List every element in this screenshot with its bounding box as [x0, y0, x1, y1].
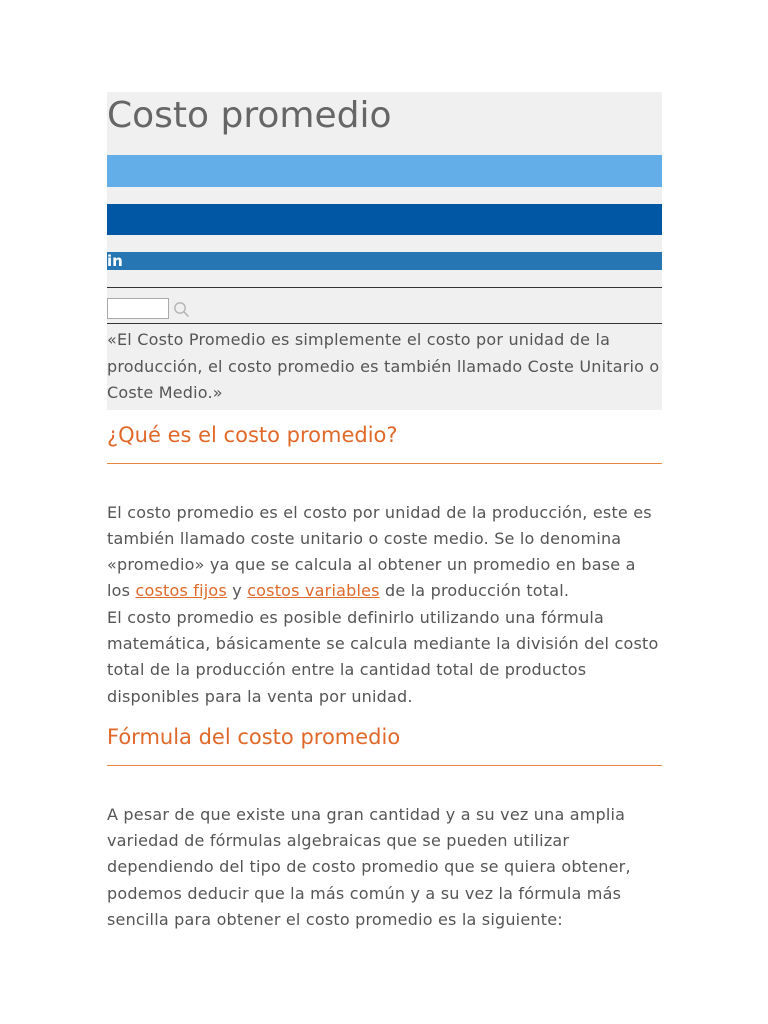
paragraph-text: y	[226, 581, 248, 601]
magnifier-icon[interactable]	[173, 301, 191, 319]
costos-variables-link[interactable]: costos variables	[247, 581, 380, 601]
twitter-share-button[interactable]	[107, 155, 662, 187]
paragraph: El costo promedio es posible definirlo utilizando una fórmula matemática, básicamente se calcula mediante la división del costo total de la producción entre la cantidad total de productos disponibles para la venta por unidad.	[107, 607, 659, 706]
linkedin-icon: in	[107, 252, 123, 270]
search-bar	[107, 287, 662, 324]
section-heading-formula: Fórmula del costo promedio	[107, 724, 401, 749]
paragraph-text: de la producción total.	[379, 581, 570, 601]
page-title: Costo promedio	[107, 95, 392, 136]
intro-quote: «El Costo Promedio es simplemente el costo por unidad de la producción, el costo promedio es también llamado Coste Unitario o Coste Medio.»	[107, 330, 660, 402]
paragraph-text: El costo promedio es el costo por unidad de la producción, este es también llamado coste unitario o coste medio. Se lo denomina «promedio» ya que se calcula al obtener un promedio en base a los	[107, 502, 652, 601]
costos-fijos-link[interactable]: costos fijos	[135, 581, 227, 601]
paragraph	[107, 500, 662, 605]
paragraph: A pesar de que existe una gran cantidad y a su vez una amplia variedad de fórmulas algebraicas que se pueden utilizar dependiendo del tipo de costo promedio que se quiera obtener, podemos deducir que la más común y a su vez la fórmula más sencilla para obtener el costo promedio es la siguiente:	[107, 804, 631, 930]
facebook-share-button[interactable]	[107, 204, 662, 235]
search-input[interactable]	[107, 298, 169, 319]
article	[107, 92, 662, 933]
linkedin-share-button[interactable]	[107, 252, 662, 270]
section-heading-what-is: ¿Qué es el costo promedio?	[107, 422, 398, 447]
article-header	[107, 92, 662, 410]
